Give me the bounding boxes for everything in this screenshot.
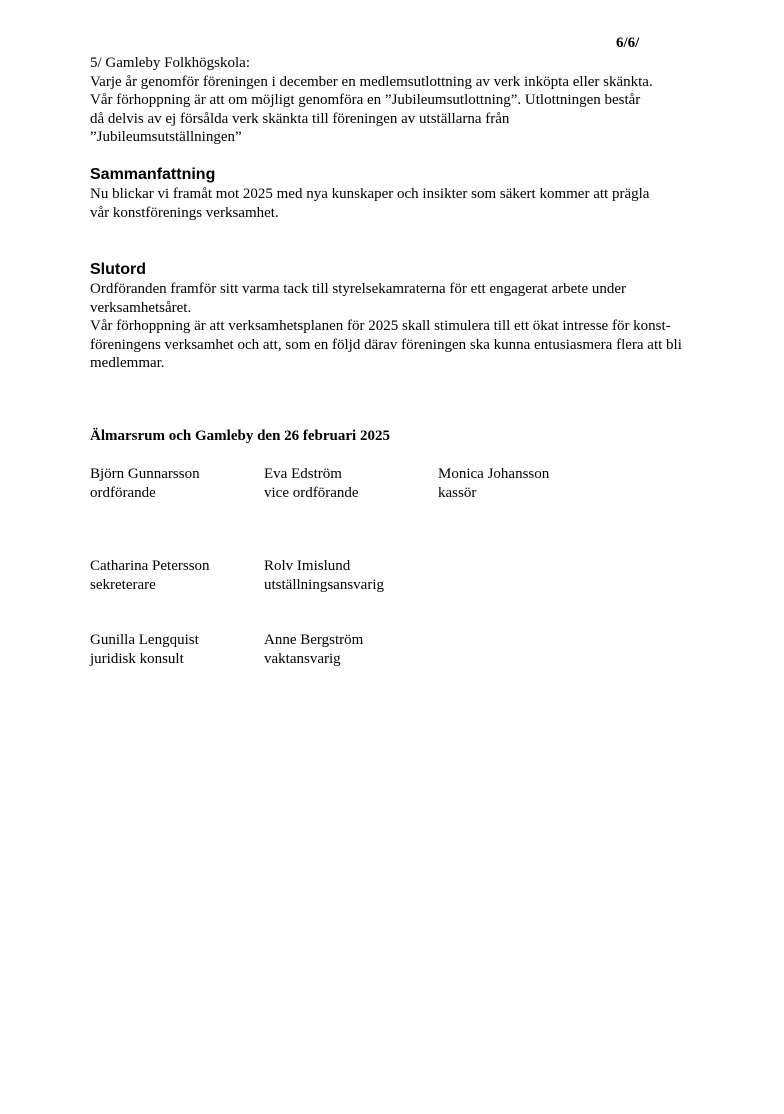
closing-line: medlemmar. — [90, 355, 165, 371]
closing-line: Ordföranden framför sitt varma tack till styrelsekamraterna för ett engagerat arbete under — [90, 281, 627, 297]
signer-name: Anne Bergström — [264, 632, 364, 648]
signer-role: ordförande — [90, 484, 156, 501]
closing-section — [90, 280, 750, 373]
signer — [438, 465, 549, 502]
summary-line: Nu blickar vi framåt mot 2025 med nya kunskaper och insikter som säkert kommer att prägla — [90, 186, 650, 202]
signer — [264, 465, 359, 502]
signer — [90, 465, 200, 502]
gamleby-line: Varje år genomför föreningen i december en medlemsutlottning av verk inköpta eller skänkta. — [90, 73, 653, 90]
summary-heading: Sammanfattning — [90, 166, 216, 183]
gamleby-line: då delvis av ej försålda verk skänkta till föreningen av utställarna från — [90, 110, 510, 127]
signer-role: utställningsansvarig — [264, 576, 384, 593]
signer-name: Monica Johansson — [438, 466, 550, 482]
signer-name: Catharina Petersson — [90, 558, 210, 574]
closing-line: föreningens verksamhet och att, som en följd därav föreningen ska kunna entusiasmera flera att bli — [90, 336, 682, 353]
signer — [90, 631, 199, 668]
closing-line: verksamhetsåret. — [90, 299, 192, 316]
gamleby-line: 5/ Gamleby Folkhögskola: — [90, 55, 250, 71]
signer-role: juridisk konsult — [90, 650, 184, 667]
gamleby-section — [90, 54, 750, 147]
signer — [264, 557, 384, 594]
signer-role: kassör — [438, 484, 477, 501]
signer-role: sekreterare — [90, 576, 156, 593]
closing-line: Vår förhoppning är att verksamhetsplanen för 2025 skall stimulera till ett ökat intresse för konst- — [90, 318, 671, 334]
place-date: Älmarsrum och Gamleby den 26 februari 2025 — [90, 428, 390, 444]
signer-name: Eva Edström — [264, 466, 342, 482]
closing-heading: Slutord — [90, 261, 146, 278]
page-number: 6/6/ — [616, 35, 640, 51]
gamleby-line: Vår förhoppning är att om möjligt genomföra en ”Jubileumsutlottning”. Utlottningen består — [90, 92, 641, 108]
signer-role: vice ordförande — [264, 484, 359, 501]
signer-name: Rolv Imislund — [264, 558, 351, 574]
summary-line: vår konstförenings verksamhet. — [90, 204, 279, 221]
gamleby-line: ”Jubileumsutställningen” — [90, 129, 242, 145]
signer — [264, 631, 363, 668]
summary-section — [90, 185, 750, 222]
signer-name: Björn Gunnarsson — [90, 466, 200, 482]
signer-role: vaktansvarig — [264, 650, 341, 667]
signer — [90, 557, 210, 594]
signer-name: Gunilla Lengquist — [90, 632, 199, 648]
